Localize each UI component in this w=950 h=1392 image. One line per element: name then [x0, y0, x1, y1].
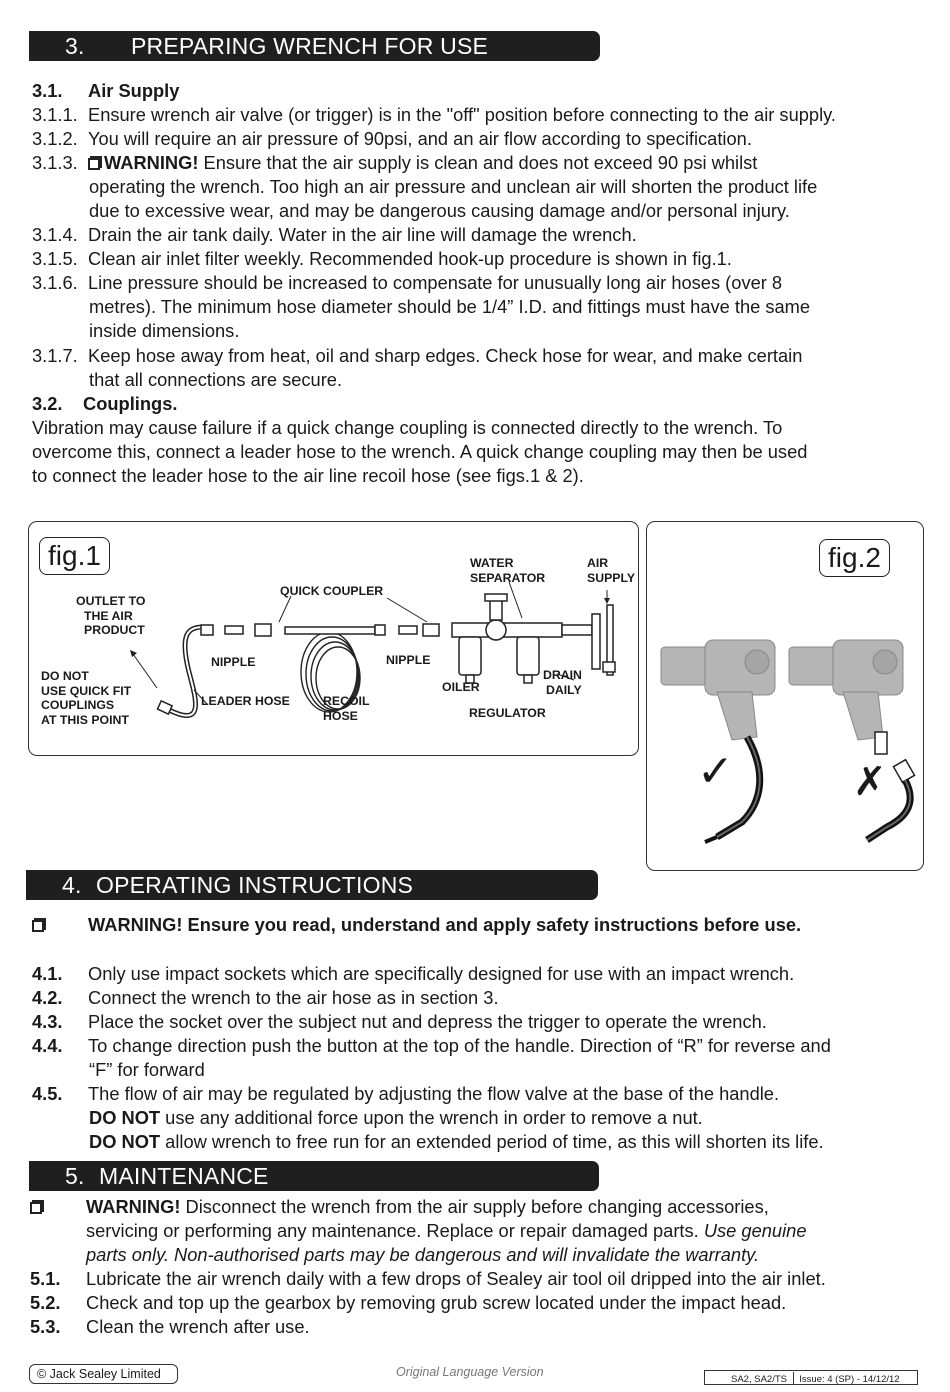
- label-quick-coupler: QUICK COUPLER: [280, 584, 384, 598]
- leader-hose: [169, 627, 204, 716]
- item-3-1-6-cont2: inside dimensions.: [89, 320, 240, 341]
- item-3-1-7: 3.1.7. Keep hose away from heat, oil and sharp edges. Check hose for wear, and make certain: [32, 345, 803, 366]
- quick-coupler-incorrect: [875, 732, 887, 754]
- checkbox-icon: [88, 158, 100, 170]
- item-3-1-6-cont1: metres). The minimum hose diameter should be 1/4” I.D. and fittings must have the same: [89, 296, 811, 317]
- nipple-right-fitting: [399, 626, 417, 634]
- item-3-1-4: 3.1.4. Drain the air tank daily. Water in the air line will damage the wrench.: [32, 224, 637, 245]
- air-supply-pipe: [562, 605, 615, 675]
- label-water-separator: WATER SEPARATOR: [470, 556, 546, 585]
- section-5-header: [29, 1161, 599, 1191]
- item-3-1-7-cont1: that all connections are secure.: [89, 369, 343, 390]
- footer-model: SA2, SA2/TS: [731, 1374, 787, 1385]
- item-4-1: 4.1. Only use impact sockets which are specifically designed for use with an impact wrench.: [32, 963, 795, 984]
- fig2-panel: [646, 521, 924, 871]
- item-4-2: 4.2. Connect the wrench to the air hose as in section 3.: [32, 987, 499, 1008]
- label-air-supply: AIR SUPPLY: [587, 556, 636, 585]
- check-mark-icon: ✓: [697, 747, 734, 796]
- fig1-label: fig.1: [39, 537, 110, 575]
- label-leader-hose: LEADER HOSE: [201, 694, 290, 708]
- subsection-3-1-heading: 3.1. Air Supply: [32, 80, 180, 101]
- impact-wrench-correct: [661, 640, 775, 740]
- section-4-title: OPERATING INSTRUCTIONS: [96, 871, 414, 898]
- section-3-header: [29, 31, 600, 61]
- impact-wrench-incorrect: [789, 640, 903, 740]
- section-4-warning: WARNING! Ensure you read, understand and apply safety instructions before use.: [32, 913, 801, 937]
- label-nipple-left: NIPPLE: [211, 655, 256, 669]
- label-drain-daily: DRAIN DAILY: [543, 668, 582, 697]
- label-recoil-hose: RECOIL HOSE: [323, 694, 370, 723]
- section-5-title: MAINTENANCE: [99, 1162, 269, 1189]
- item-5-1: 5.1. Lubricate the air wrench daily with a few drops of Sealey air tool oil dripped into the air inlet.: [30, 1268, 826, 1289]
- fig2-label: fig.2: [819, 539, 890, 577]
- label-nipple-right: NIPPLE: [386, 653, 431, 667]
- checkbox-icon: [30, 1202, 42, 1214]
- fig1-panel: [28, 521, 639, 756]
- item-3-1-3: 3.1.3. WARNING! Ensure that the air supply is clean and does not exceed 90 psi whilst: [32, 152, 758, 173]
- label-regulator: REGULATOR: [469, 706, 546, 720]
- item-3-1-6: 3.1.6. Line pressure should be increased to compensate for unusually long air hoses (over 8: [32, 272, 783, 293]
- item-3-1-5: 3.1.5. Clean air inlet filter weekly. Recommended hook-up procedure is shown in fig.1.: [32, 248, 732, 269]
- item-5-2: 5.2. Check and top up the gearbox by removing grub screw located under the impact head.: [30, 1292, 787, 1313]
- footer-issue: Issue: 4 (SP) - 14/12/12: [799, 1374, 900, 1385]
- section-5-number: 5.: [65, 1162, 85, 1189]
- do-not-line-2: DO NOT allow wrench to free run for an extended period of time, as this will shorten its life.: [89, 1131, 824, 1152]
- label-outlet: OUTLET TO THE AIR PRODUCT: [76, 594, 146, 637]
- quick-coupler-left: [255, 624, 271, 636]
- item-3-1-2: 3.1.2. You will require an air pressure of 90psi, and an air flow according to specification.: [32, 128, 752, 149]
- item-3-1-1: 3.1.1. Ensure wrench air valve (or trigger) is in the "off" position before connecting to the air supply.: [32, 104, 836, 125]
- section-4-number: 4.: [62, 871, 82, 898]
- do-not-line-1: DO NOT use any additional force upon the wrench in order to remove a nut.: [89, 1107, 703, 1128]
- quick-coupler-right: [423, 624, 439, 636]
- footer-reference: [704, 1370, 918, 1385]
- item-3-1-3-cont2: due to excessive wear, and may be dangerous causing damage and/or personal injury.: [89, 200, 790, 221]
- cross-mark-icon: ✗: [853, 760, 887, 804]
- checkbox-icon: [32, 920, 44, 932]
- couplings-para-line2: overcome this, connect a leader hose to the wrench. A quick change coupling may then be used: [32, 441, 808, 462]
- item-4-3: 4.3. Place the socket over the subject nut and depress the trigger to operate the wrench.: [32, 1011, 767, 1032]
- section-5-warning: WARNING! Disconnect the wrench from the air supply before changing accessories,: [30, 1195, 769, 1219]
- couplings-para-line1: Vibration may cause failure if a quick change coupling is connected directly to the wrench. To: [32, 417, 783, 438]
- leader-hose-end-fitting: [157, 701, 172, 714]
- item-4-4: 4.4. To change direction push the button at the top of the handle. Direction of “R” for reverse and: [32, 1035, 831, 1056]
- item-5-3: 5.3. Clean the wrench after use.: [30, 1316, 310, 1337]
- footer-language: Original Language Version: [396, 1365, 544, 1379]
- subsection-3-2-heading: 3.2. Couplings.: [32, 393, 178, 414]
- item-4-5: 4.5. The flow of air may be regulated by adjusting the flow valve at the base of the handle.: [32, 1083, 780, 1104]
- section-3-number: 3.: [65, 32, 85, 59]
- section-5-warning-cont1: servicing or performing any maintenance. Replace or repair damaged parts. Use genuine: [86, 1220, 807, 1241]
- item-3-1-3-cont1: operating the wrench. Too high an air pressure and unclean air will shorten the product life: [89, 176, 818, 197]
- label-oiler: OILER: [442, 680, 480, 694]
- item-4-4-cont: “F” for forward: [89, 1059, 205, 1080]
- section-4-header: [26, 870, 598, 900]
- label-do-not: DO NOT USE QUICK FIT COUPLINGS AT THIS POINT: [41, 669, 132, 727]
- footer-copyright: © Jack Sealey Limited: [29, 1364, 178, 1384]
- couplings-para-line3: to connect the leader hose to the air line recoil hose (see figs.1 & 2).: [32, 465, 584, 486]
- nipple-left-fitting: [225, 626, 243, 634]
- section-5-warning-cont2: parts only. Non-authorised parts may be dangerous and will invalidate the warranty.: [86, 1244, 760, 1265]
- section-3-title: PREPARING WRENCH FOR USE: [131, 32, 489, 59]
